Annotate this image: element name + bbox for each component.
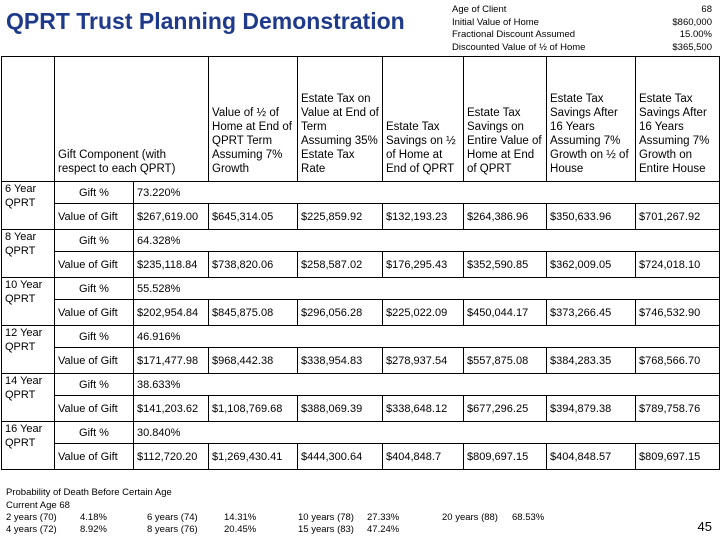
gift-pct-value: 38.633% (134, 374, 720, 396)
gift-pct-label: Gift % (55, 422, 134, 444)
column-header: Value of ½ of Home at End of QPRT Term Assuming 7% Growth (209, 57, 298, 182)
client-info-value: $365,500 (672, 41, 712, 53)
table-cell: $557,875.08 (464, 348, 547, 374)
table-cell: $384,283.35 (547, 348, 636, 374)
table-cell: $352,590.85 (464, 252, 547, 278)
client-info-labels (452, 4, 585, 54)
client-info-value: 68 (701, 4, 712, 15)
term-label: 14 Year QPRT (2, 374, 55, 422)
table-row (2, 230, 720, 252)
gift-value-label: Value of Gift (55, 396, 134, 422)
table-cell: $645,314.05 (209, 204, 298, 230)
probability-value: 4.18% (80, 512, 107, 523)
table-cell: $132,193.23 (383, 204, 464, 230)
probability-value: 68.53% (512, 512, 545, 523)
client-info-value: 15.00% (679, 29, 712, 40)
term-label: 8 Year QPRT (2, 230, 55, 278)
gift-pct-label: Gift % (55, 278, 134, 300)
client-info-value: $860,000 (672, 16, 712, 28)
table-cell: $404,848.57 (547, 444, 636, 470)
column-header: Estate Tax Savings on ½ of Home at End of QPRT (383, 57, 464, 182)
table-row (2, 182, 720, 204)
probability-title: Probability of Death Before Certain Age (6, 487, 172, 498)
page-number: 45 (697, 519, 712, 534)
column-header: Estate Tax on Value at End of Term Assuming 35% Estate Tax Rate (298, 57, 383, 182)
table-cell: $968,442.38 (209, 348, 298, 374)
page-title: QPRT Trust Planning Demonstration (6, 8, 405, 34)
table-cell: $296,056.28 (298, 300, 383, 326)
table-cell: $225,859.92 (298, 204, 383, 230)
table-row (2, 348, 720, 374)
gift-value: $267,619.00 (134, 204, 209, 230)
gift-value: $235,118.84 (134, 252, 209, 278)
column-header: Gift Component (with respect to each QPRT) (55, 57, 209, 182)
qprt-table (1, 56, 720, 470)
table-cell: $1,108,769.68 (209, 396, 298, 422)
gift-pct-label: Gift % (55, 374, 134, 396)
table-cell: $388,069.39 (298, 396, 383, 422)
gift-pct-value: 46.916% (134, 326, 720, 348)
probability-label: 20 years (88) (442, 512, 498, 523)
column-header: Estate Tax Savings on Entire Value of Home at End of QPRT (464, 57, 547, 182)
table-cell: $845,875.08 (209, 300, 298, 326)
table-row (2, 252, 720, 278)
table-cell: $1,269,430.41 (209, 444, 298, 470)
table-cell: $264,386.96 (464, 204, 547, 230)
table-cell: $225,022.09 (383, 300, 464, 326)
gift-pct-label: Gift % (55, 182, 134, 204)
header-row (2, 57, 720, 182)
probability-label: 6 years (74) (147, 512, 198, 523)
table-cell: $338,954.83 (298, 348, 383, 374)
table-cell: $789,758.76 (636, 396, 720, 422)
client-info-values (672, 4, 712, 54)
table-cell: $724,018.10 (636, 252, 720, 278)
probability-value: 8.92% (80, 524, 107, 535)
gift-value-label: Value of Gift (55, 300, 134, 326)
table-cell: $350,633.96 (547, 204, 636, 230)
client-info-label: Initial Value of Home (452, 16, 539, 28)
probability-label: 15 years (83) (298, 524, 354, 535)
gift-value: $112,720.20 (134, 444, 209, 470)
term-label: 10 Year QPRT (2, 278, 55, 326)
probability-label: 4 years (72) (6, 524, 57, 535)
gift-pct-value: 55.528% (134, 278, 720, 300)
gift-pct-label: Gift % (55, 230, 134, 252)
current-age: Current Age 68 (6, 499, 70, 511)
table-cell: $444,300.64 (298, 444, 383, 470)
table-row (2, 278, 720, 300)
table-cell: $404,848.7 (383, 444, 464, 470)
term-label: 16 Year QPRT (2, 422, 55, 470)
table-cell: $738,820.06 (209, 252, 298, 278)
table-row (2, 204, 720, 230)
table-cell: $373,266.45 (547, 300, 636, 326)
table-row (2, 300, 720, 326)
table-row (2, 326, 720, 348)
probability-value: 47.24% (367, 524, 400, 535)
gift-value-label: Value of Gift (55, 348, 134, 374)
table-cell: $701,267.92 (636, 204, 720, 230)
gift-value: $202,954.84 (134, 300, 209, 326)
table-row (2, 374, 720, 396)
client-info-label: Age of Client (452, 4, 507, 15)
probability-value: 14.31% (224, 512, 257, 523)
probability-value: 20.45% (224, 524, 257, 535)
gift-value-label: Value of Gift (55, 444, 134, 470)
client-info-label: Fractional Discount Assumed (452, 29, 576, 40)
client-info-label: Discounted Value of ½ of Home (452, 41, 586, 53)
term-label: 6 Year QPRT (2, 182, 55, 230)
table-cell: $677,296.25 (464, 396, 547, 422)
table-cell: $768,566.70 (636, 348, 720, 374)
table-cell: $362,009.05 (547, 252, 636, 278)
table-cell: $338,648.12 (383, 396, 464, 422)
table-row (2, 396, 720, 422)
table-cell: $809,697.15 (464, 444, 547, 470)
gift-pct-label: Gift % (55, 326, 134, 348)
probability-heading (6, 487, 172, 512)
table-cell: $258,587.02 (298, 252, 383, 278)
gift-pct-value: 30.840% (134, 422, 720, 444)
gift-value-label: Value of Gift (55, 204, 134, 230)
table-cell: $450,044.17 (464, 300, 547, 326)
column-header (2, 57, 55, 182)
table-row (2, 444, 720, 470)
probability-value: 27.33% (367, 512, 400, 523)
table-row (2, 422, 720, 444)
table-cell: $746,532.90 (636, 300, 720, 326)
probability-label: 10 years (78) (298, 512, 354, 523)
gift-pct-value: 64.328% (134, 230, 720, 252)
gift-value: $141,203.62 (134, 396, 209, 422)
probability-label: 2 years (70) (6, 512, 57, 523)
column-header: Estate Tax Savings After 16 Years Assuming 7% Growth on ½ of House (547, 57, 636, 182)
gift-value-label: Value of Gift (55, 252, 134, 278)
table-cell: $278,937.54 (383, 348, 464, 374)
probability-label: 8 years (76) (147, 524, 198, 535)
table-cell: $809,697.15 (636, 444, 720, 470)
table-cell: $176,295.43 (383, 252, 464, 278)
column-header: Estate Tax Savings After 16 Years Assuming 7% Growth on Entire House (636, 57, 720, 182)
term-label: 12 Year QPRT (2, 326, 55, 374)
table-cell: $394,879.38 (547, 396, 636, 422)
gift-pct-value: 73.220% (134, 182, 720, 204)
gift-value: $171,477.98 (134, 348, 209, 374)
